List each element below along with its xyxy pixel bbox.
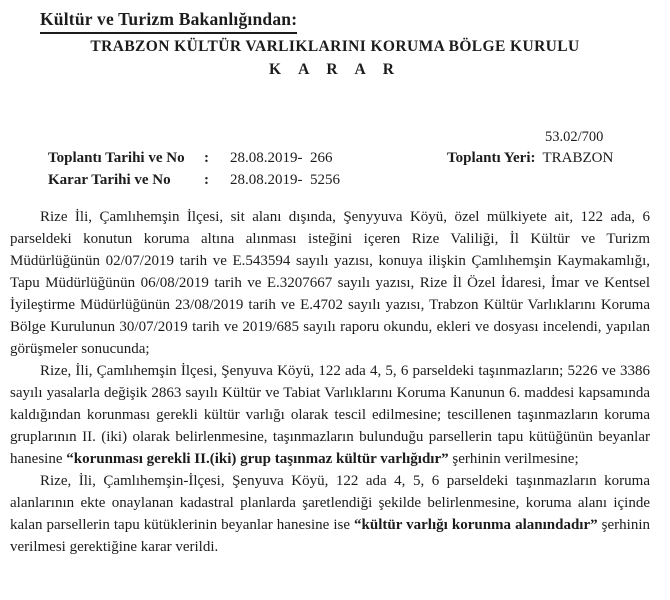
decision-date-colon: : xyxy=(204,172,209,188)
meeting-location-value: TRABZON xyxy=(542,150,614,166)
decision-body xyxy=(10,206,650,558)
paragraph-intro: Rize İli, Çamlıhemşin İlçesi, sit alanı dışında, Şenyyuva Köyü, özel mülkiyete ait, 122 ada, 6 parseldeki konutun koruma altına alınması isteğini içeren Rize Valiliği, İl Kültür ve Turizm Müdürlüğünün 02/07/2019 tarih ve E.543594 sayılı yazısı, konuya ilişkin Çamlıhemşin Kaymakamlığı, Tapu Müdürlüğünün 06/08/2019 tarih ve E.3207667 sayılı yazısı, Rize İl Özel İdaresi, İmar ve Kentsel İyileştirme Müdürlüğünün 23/08/2019 tarih ve E.4702 sayılı yazısı, Trabzon Kültür Varlıklarını Koruma Bölge Kurulunun 30/07/2019 tarih ve 2019/685 sayılı raporu okundu, ekleri ve dosyası incelendi, yapılan görüşmeler sonucunda; xyxy=(10,209,650,357)
meeting-date-value: 28.08.2019- 266 xyxy=(230,150,333,166)
meeting-date-label: Toplantı Tarihi ve No xyxy=(48,150,185,166)
board-title: TRABZON KÜLTÜR VARLIKLARINI KORUMA BÖLGE KURULU xyxy=(90,38,580,55)
decision-date-row xyxy=(48,169,340,191)
meeting-date-row xyxy=(48,147,340,169)
meeting-location-row xyxy=(447,147,613,169)
meeting-date-colon: : xyxy=(204,150,209,166)
meeting-meta-block xyxy=(48,147,340,191)
decision-date-label: Karar Tarihi ve No xyxy=(48,172,171,188)
file-number: 53.02/700 xyxy=(545,129,604,145)
meeting-location-label: Toplantı Yeri: xyxy=(447,150,536,166)
paragraph-registration-decision: Rize, İli, Çamlıhemşin İlçesi, Şenyuva Köyü, 122 ada 4, 5, 6 parseldeki taşınmazların; 5226 ve 3386 sayılı yasalarla değişik 2863 sayılı Kültür ve Tabiat Varlıklarını Koruma Kanunun 6. maddesi kapsamında kaldığından korunması gerekli kültür varlığı olarak tescil edilmesine; tescillenen taşınmazların koruma gruplarının II. (iki) olarak belirlenmesine, taşınmazların bulunduğu parsellerin tapu kütüğünün beyanlar hanesine “korunması gerekli II.(iki) grup taşınmaz kültür varlığıdır” şerhinin verilmesine; xyxy=(10,363,650,467)
paragraph-protection-area-decision: Rize, İli, Çamlıhemşin-İlçesi, Şenyuva Köyü, 122 ada 4, 5, 6 parseldeki taşınmazların koruma alanlarının ekte onaylanan kadastral planlarda şaretlendiği şekilde belirlenmesine, koruma alanı içinde kalan parsellerin tapu kütüklerinin beyanlar hanesine ise “kültür varlığı korunma alanındadır” şerhinin verilmesi gerektiğine karar verildi. xyxy=(10,473,650,555)
decision-heading: K A R A R xyxy=(269,61,401,78)
ministry-heading: Kültür ve Turizm Bakanlığından: xyxy=(40,9,297,34)
decision-date-value: 28.08.2019- 5256 xyxy=(230,172,340,188)
